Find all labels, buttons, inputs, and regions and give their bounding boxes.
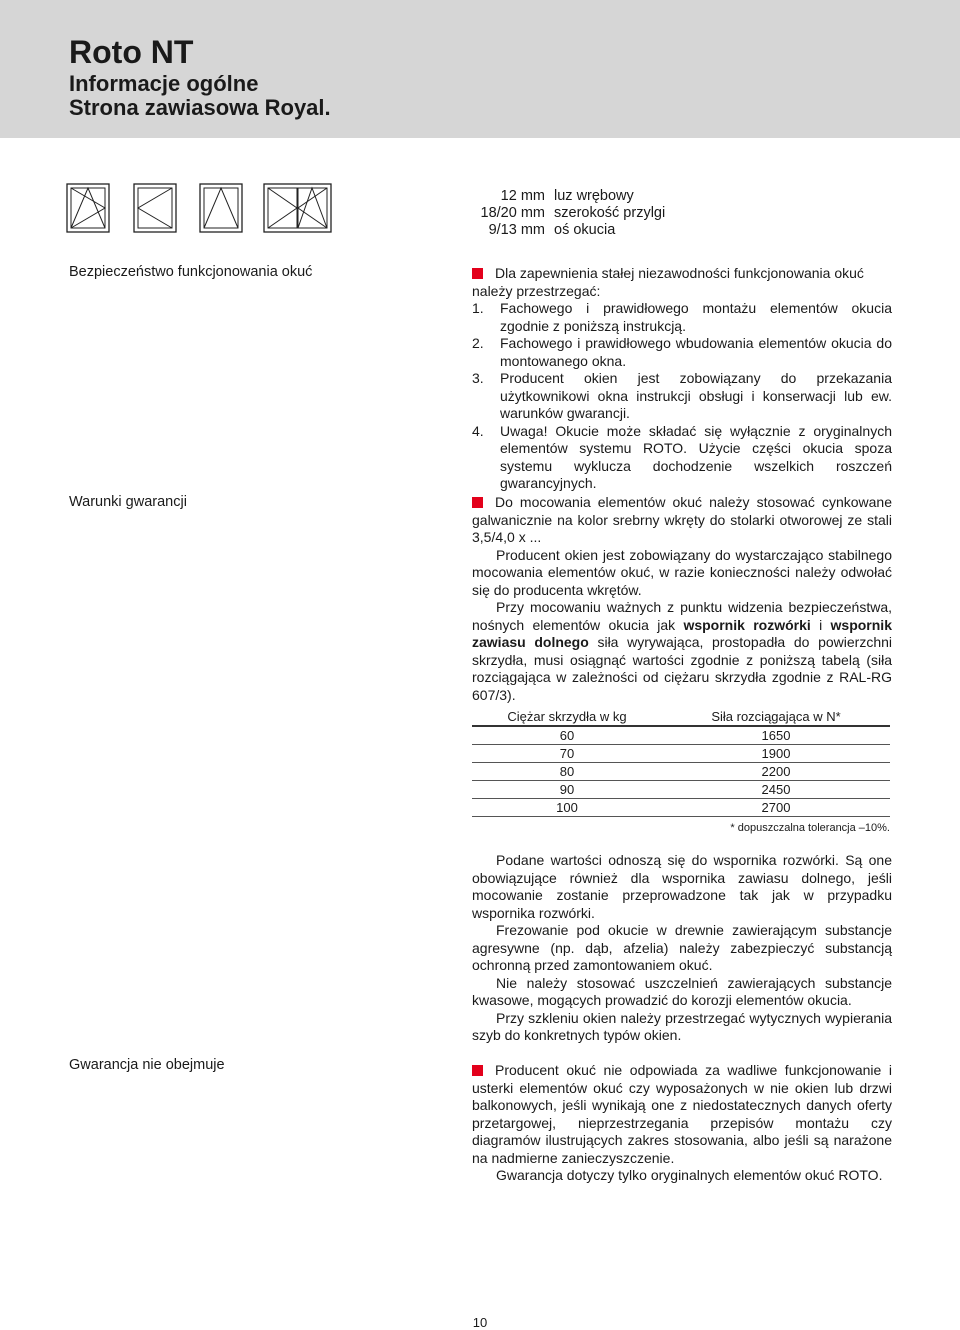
warranty-paragraph: Producent okien jest zobowiązany do wystarczająco stabilnego mocowania elementów okuć, w razie konieczności należy odwołać się do producenta wkrętów. [472,546,892,598]
window-tilt-turn-icon [67,184,109,232]
table-row: 90 2450 [472,781,890,799]
table-row: 100 2700 [472,799,890,817]
safety-section [472,265,892,493]
list-item: 1. Fachowego i prawidłowego montażu elementów okucia zgodnie z poniższą instrukcją. [472,300,892,334]
warranty-section [472,494,892,704]
notes-section [472,852,892,1045]
window-turn-icon [134,184,176,232]
table-header-force: Siła rozciągająca w N* [662,707,890,726]
force-table [472,707,890,817]
note-paragraph: Frezowanie pod okucie w drewnie zawierającym substancje agresywne (np. dąb, afzelia) należy zabezpieczyć substancją ochronną przed zamontowaniem okuć. [472,922,892,973]
page-subtitle-hinge-side: Strona zawiasowa Royal. [69,95,331,120]
legend-row: 12 mm luz wrębowy [500,188,634,204]
table-row: 70 1900 [472,745,890,763]
not-covered-paragraph: Gwarancja dotyczy tylko oryginalnych elementów okuć ROTO. [496,1167,883,1183]
not-covered-section [472,1062,892,1185]
safety-intro: Dla zapewnienia stałej niezawodności funkcjonowania okuć należy przestrzegać: [472,265,864,299]
legend-row: 18/20 mm szerokość przylgi [480,205,666,221]
table-row: 60 1650 [472,726,890,745]
page-title: Roto NT [69,34,194,70]
window-opening-diagrams [64,182,334,234]
window-tilt-icon [200,184,242,232]
note-paragraph: Przy szkleniu okien należy przestrzegać wytycznych wypierania szyb do konkretnych typów okien. [472,1009,892,1043]
warranty-paragraph: Przy mocowaniu ważnych z punktu widzenia bezpieczeństwa, nośnych elementów okucia jak wspornik rozwórki i wspornik zawiasu dolnego siła wyrywająca, prostopadła do powierzchni skrzydła, musi osiągnąć wartości zgodnie z poniższą tabelą (siła rozciągająca w zależności od ciężaru skrzydła zgodnie z RAL-RG 607/3). [472,599,893,703]
page-subtitle-general: Informacje ogólne [69,71,259,96]
table-header-weight: Ciężar skrzydła w kg [472,707,662,726]
dimensions-legend [460,188,665,239]
list-item: 3. Producent okien jest zobowiązany do przekazania użytkownikowi okna instrukcji obsługi i konserwacji lub ew. warunków gwarancji. [472,370,892,421]
page-header [0,0,960,138]
section-label-not-covered: Gwarancja nie obejmuje [69,1057,225,1073]
red-square-bullet-icon [472,497,483,508]
not-covered-paragraph: Producent okuć nie odpowiada za wadliwe funkcjonowanie i usterki elementów okuć czy wyposażonych w nie okien lub drzwi balkonowych, jeśli wynikają one z niedostatecznych danych oferty przetargowej, nieprzestrzegania przepisów montażu czy diagramów ilustrujących zakres stosowania, albo jeśli są narażone na nadmierne zanieczyszczenie. [472,1062,892,1166]
table-footnote: * dopuszczalna tolerancja –10%. [730,822,890,834]
warranty-paragraph: Do mocowania elementów okuć należy stosować cynkowane galwanicznie na kolor srebrny wkręty do stolarki otworowej ze stali 3,5/4,0 x ... [472,494,892,545]
window-diagram-svg [64,182,334,234]
list-item: 4. Uwaga! Okucie może składać się wyłącznie z oryginalnych elementów systemu ROTO. Użycie części okucia spoza systemu wyklucza dochodzenie wszelkich roszczeń gwarancyjnych. [472,422,892,491]
red-square-bullet-icon [472,1065,483,1076]
section-label-safety: Bezpieczeństwo funkcjonowania okuć [69,264,313,280]
note-paragraph: Podane wartości odnoszą się do wspornika rozwórki. Są one obowiązujące również dla wspornika zawiasu dolnego, jeśli mocowanie zostanie przeprowadzone tak jak w przypadku wspornika rozwórki. [472,852,892,921]
note-paragraph: Nie należy stosować uszczelnień zawierających substancje kwasowe, mogących prowadzić do korozji elementów okucia. [472,974,892,1008]
window-double-sash-icon [264,184,331,232]
legend-row: 9/13 mm oś okucia [488,222,616,238]
table-row: 80 2200 [472,763,890,781]
red-square-bullet-icon [472,268,483,279]
section-label-warranty: Warunki gwarancji [69,494,187,510]
table-header-row [472,707,890,726]
page-number: 10 [472,1315,488,1330]
list-item: 2. Fachowego i prawidłowego wbudowania elementów okucia do montowanego okna. [472,335,892,369]
